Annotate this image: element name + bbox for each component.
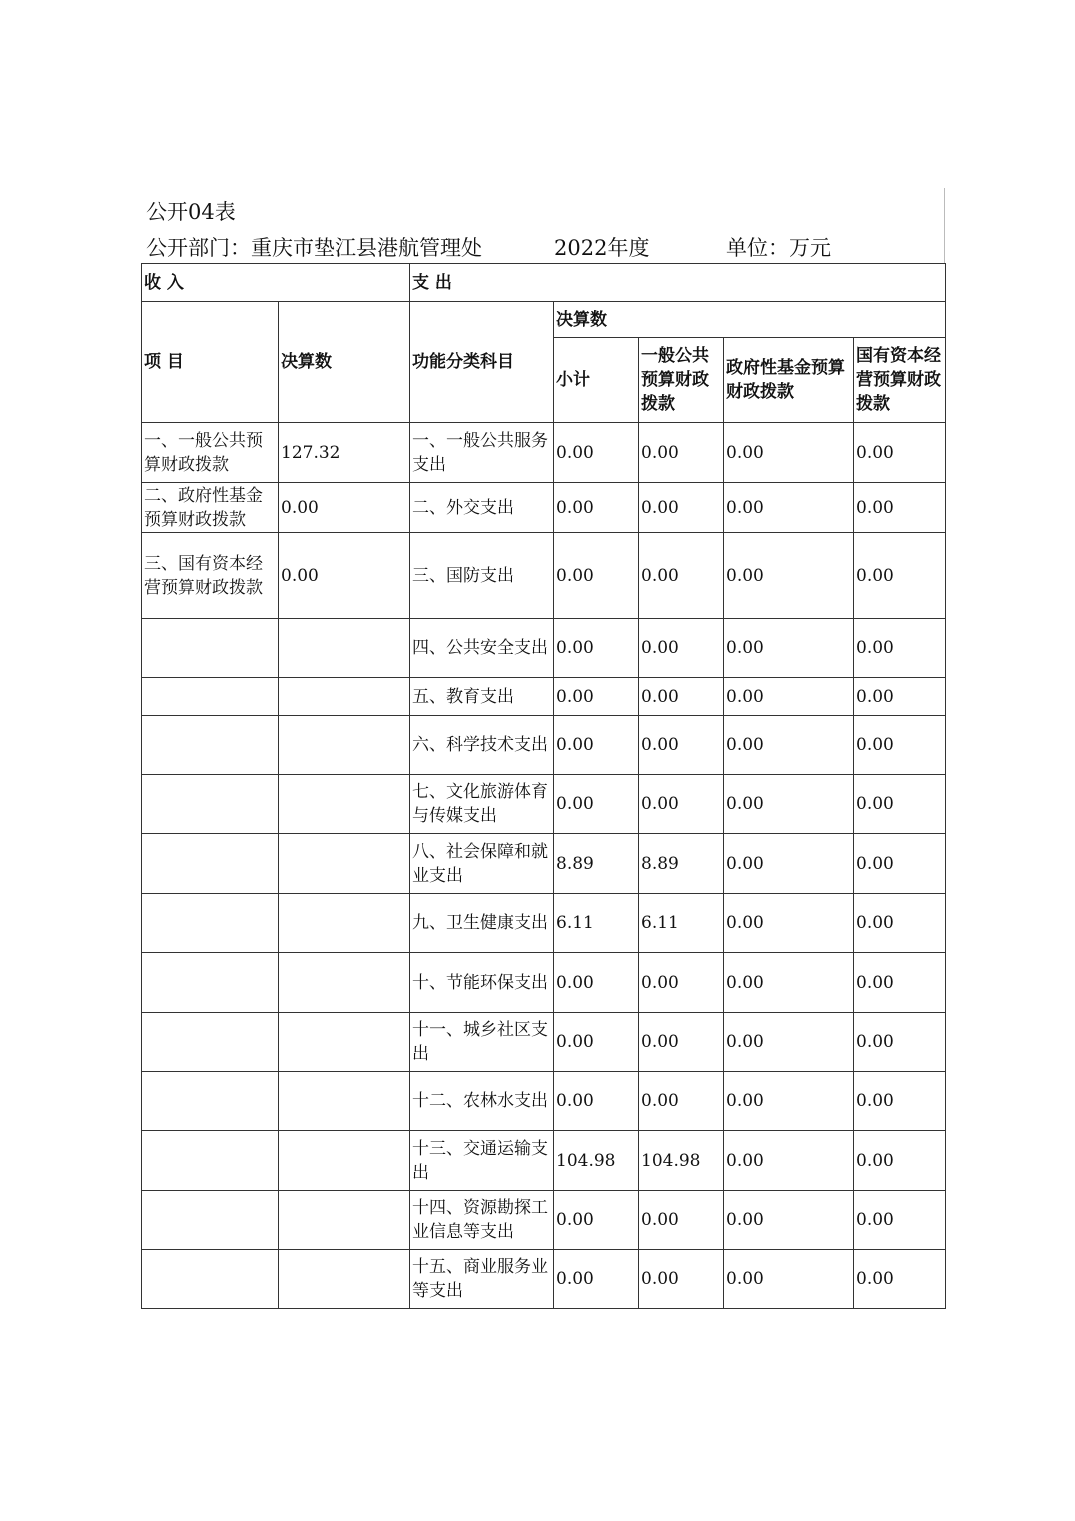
gov-fund-cell: 0.00 [724,423,854,483]
fiscal-appropriation-table [141,263,946,1309]
form-number: 公开04表 [146,200,236,224]
subtotal-cell: 0.00 [554,1250,639,1309]
income-item-cell [142,1191,279,1250]
state-capital-cell: 0.00 [854,423,946,483]
general-budget-cell: 0.00 [639,716,724,775]
function-class-cell: 九、卫生健康支出 [410,894,554,953]
general-budget-cell: 0.00 [639,1250,724,1309]
general-budget-header: 一般公共预算财政拨款 [639,338,724,423]
subtotal-cell: 8.89 [554,834,639,894]
gov-fund-cell: 0.00 [724,1250,854,1309]
table-row [142,716,946,775]
subtotal-cell: 0.00 [554,678,639,716]
state-capital-cell: 0.00 [854,1250,946,1309]
income-item-cell [142,953,279,1013]
subtotal-cell: 0.00 [554,716,639,775]
income-value-cell [279,1191,410,1250]
state-capital-cell: 0.00 [854,953,946,1013]
income-value-cell [279,1072,410,1131]
income-value-cell [279,1131,410,1191]
table-row [142,834,946,894]
function-class-cell: 一、一般公共服务支出 [410,423,554,483]
function-class-cell: 十五、商业服务业等支出 [410,1250,554,1309]
table-row [142,678,946,716]
income-item-cell [142,1131,279,1191]
general-budget-cell: 6.11 [639,894,724,953]
state-capital-cell: 0.00 [854,834,946,894]
final-group-header: 决算数 [554,302,946,338]
table-row [142,953,946,1013]
income-item-cell [142,1250,279,1309]
function-class-header: 功能分类科目 [410,302,554,423]
function-class-cell: 八、社会保障和就业支出 [410,834,554,894]
state-capital-cell: 0.00 [854,678,946,716]
general-budget-cell: 0.00 [639,953,724,1013]
function-class-cell: 七、文化旅游体育与传媒支出 [410,775,554,834]
general-budget-cell: 0.00 [639,483,724,533]
gov-fund-cell: 0.00 [724,953,854,1013]
income-value-cell [279,775,410,834]
gov-fund-cell: 0.00 [724,716,854,775]
general-budget-cell: 0.00 [639,619,724,678]
state-capital-cell: 0.00 [854,1131,946,1191]
state-capital-cell: 0.00 [854,533,946,619]
state-capital-header: 国有资本经营预算财政拨款 [854,338,946,423]
gov-fund-cell: 0.00 [724,1191,854,1250]
function-class-cell: 三、国防支出 [410,533,554,619]
table-row [142,1191,946,1250]
income-value-cell [279,894,410,953]
gov-fund-cell: 0.00 [724,775,854,834]
income-value-cell [279,716,410,775]
table-row [142,533,946,619]
general-budget-cell: 0.00 [639,678,724,716]
final-amount-header: 决算数 [279,302,410,423]
subtotal-cell: 0.00 [554,533,639,619]
gov-fund-cell: 0.00 [724,678,854,716]
income-item-cell [142,619,279,678]
subtotal-cell: 104.98 [554,1131,639,1191]
item-header: 项 目 [142,302,279,423]
function-class-cell: 十二、农林水支出 [410,1072,554,1131]
income-value-cell [279,953,410,1013]
income-value-cell [279,1013,410,1072]
function-class-cell: 五、教育支出 [410,678,554,716]
function-class-cell: 六、科学技术支出 [410,716,554,775]
table-row [142,1013,946,1072]
gov-fund-header: 政府性基金预算财政拨款 [724,338,854,423]
income-item-cell [142,775,279,834]
income-item-cell [142,678,279,716]
income-header: 收 入 [142,264,410,302]
gov-fund-cell: 0.00 [724,1072,854,1131]
function-class-cell: 二、外交支出 [410,483,554,533]
general-budget-cell: 0.00 [639,1191,724,1250]
income-item-cell [142,834,279,894]
gov-fund-cell: 0.00 [724,483,854,533]
function-class-cell: 十三、交通运输支出 [410,1131,554,1191]
subtotal-cell: 6.11 [554,894,639,953]
state-capital-cell: 0.00 [854,1072,946,1131]
gov-fund-cell: 0.00 [724,533,854,619]
subtotal-cell: 0.00 [554,1191,639,1250]
gov-fund-cell: 0.00 [724,619,854,678]
subtotal-cell: 0.00 [554,1072,639,1131]
state-capital-cell: 0.00 [854,1013,946,1072]
gov-fund-cell: 0.00 [724,894,854,953]
state-capital-cell: 0.00 [854,775,946,834]
function-class-cell: 十四、资源勘探工业信息等支出 [410,1191,554,1250]
table-row [142,894,946,953]
function-class-cell: 十、节能环保支出 [410,953,554,1013]
general-budget-cell: 8.89 [639,834,724,894]
income-value-cell: 0.00 [279,483,410,533]
income-item-cell: 一、一般公共预算财政拨款 [142,423,279,483]
income-value-cell [279,834,410,894]
income-item-cell [142,1013,279,1072]
general-budget-cell: 0.00 [639,775,724,834]
income-value-cell [279,1250,410,1309]
table-row [142,1250,946,1309]
table-row [142,483,946,533]
function-class-cell: 四、公共安全支出 [410,619,554,678]
general-budget-cell: 104.98 [639,1131,724,1191]
subtotal-cell: 0.00 [554,483,639,533]
subtotal-cell: 0.00 [554,619,639,678]
page-edge-line [944,188,945,264]
income-value-cell [279,619,410,678]
gov-fund-cell: 0.00 [724,1131,854,1191]
table-row [142,423,946,483]
subtotal-header: 小计 [554,338,639,423]
income-item-cell: 二、政府性基金预算财政拨款 [142,483,279,533]
table-row [142,1131,946,1191]
income-item-cell [142,1072,279,1131]
year-label: 2022年度 [554,236,650,260]
expense-header: 支 出 [410,264,946,302]
subtotal-cell: 0.00 [554,423,639,483]
table-row [142,1072,946,1131]
general-budget-cell: 0.00 [639,1013,724,1072]
state-capital-cell: 0.00 [854,619,946,678]
state-capital-cell: 0.00 [854,483,946,533]
function-class-cell: 十一、城乡社区支出 [410,1013,554,1072]
state-capital-cell: 0.00 [854,1191,946,1250]
income-item-cell [142,894,279,953]
subtotal-cell: 0.00 [554,953,639,1013]
income-value-cell [279,678,410,716]
income-item-cell [142,716,279,775]
table-row [142,775,946,834]
general-budget-cell: 0.00 [639,423,724,483]
department-label: 公开部门：重庆市垫江县港航管理处 [146,236,482,260]
subtotal-cell: 0.00 [554,775,639,834]
unit-label: 单位：万元 [726,236,831,260]
income-item-cell: 三、国有资本经营预算财政拨款 [142,533,279,619]
income-value-cell: 0.00 [279,533,410,619]
gov-fund-cell: 0.00 [724,834,854,894]
general-budget-cell: 0.00 [639,1072,724,1131]
state-capital-cell: 0.00 [854,716,946,775]
income-value-cell: 127.32 [279,423,410,483]
general-budget-cell: 0.00 [639,533,724,619]
subtotal-cell: 0.00 [554,1013,639,1072]
state-capital-cell: 0.00 [854,894,946,953]
table-row [142,619,946,678]
gov-fund-cell: 0.00 [724,1013,854,1072]
